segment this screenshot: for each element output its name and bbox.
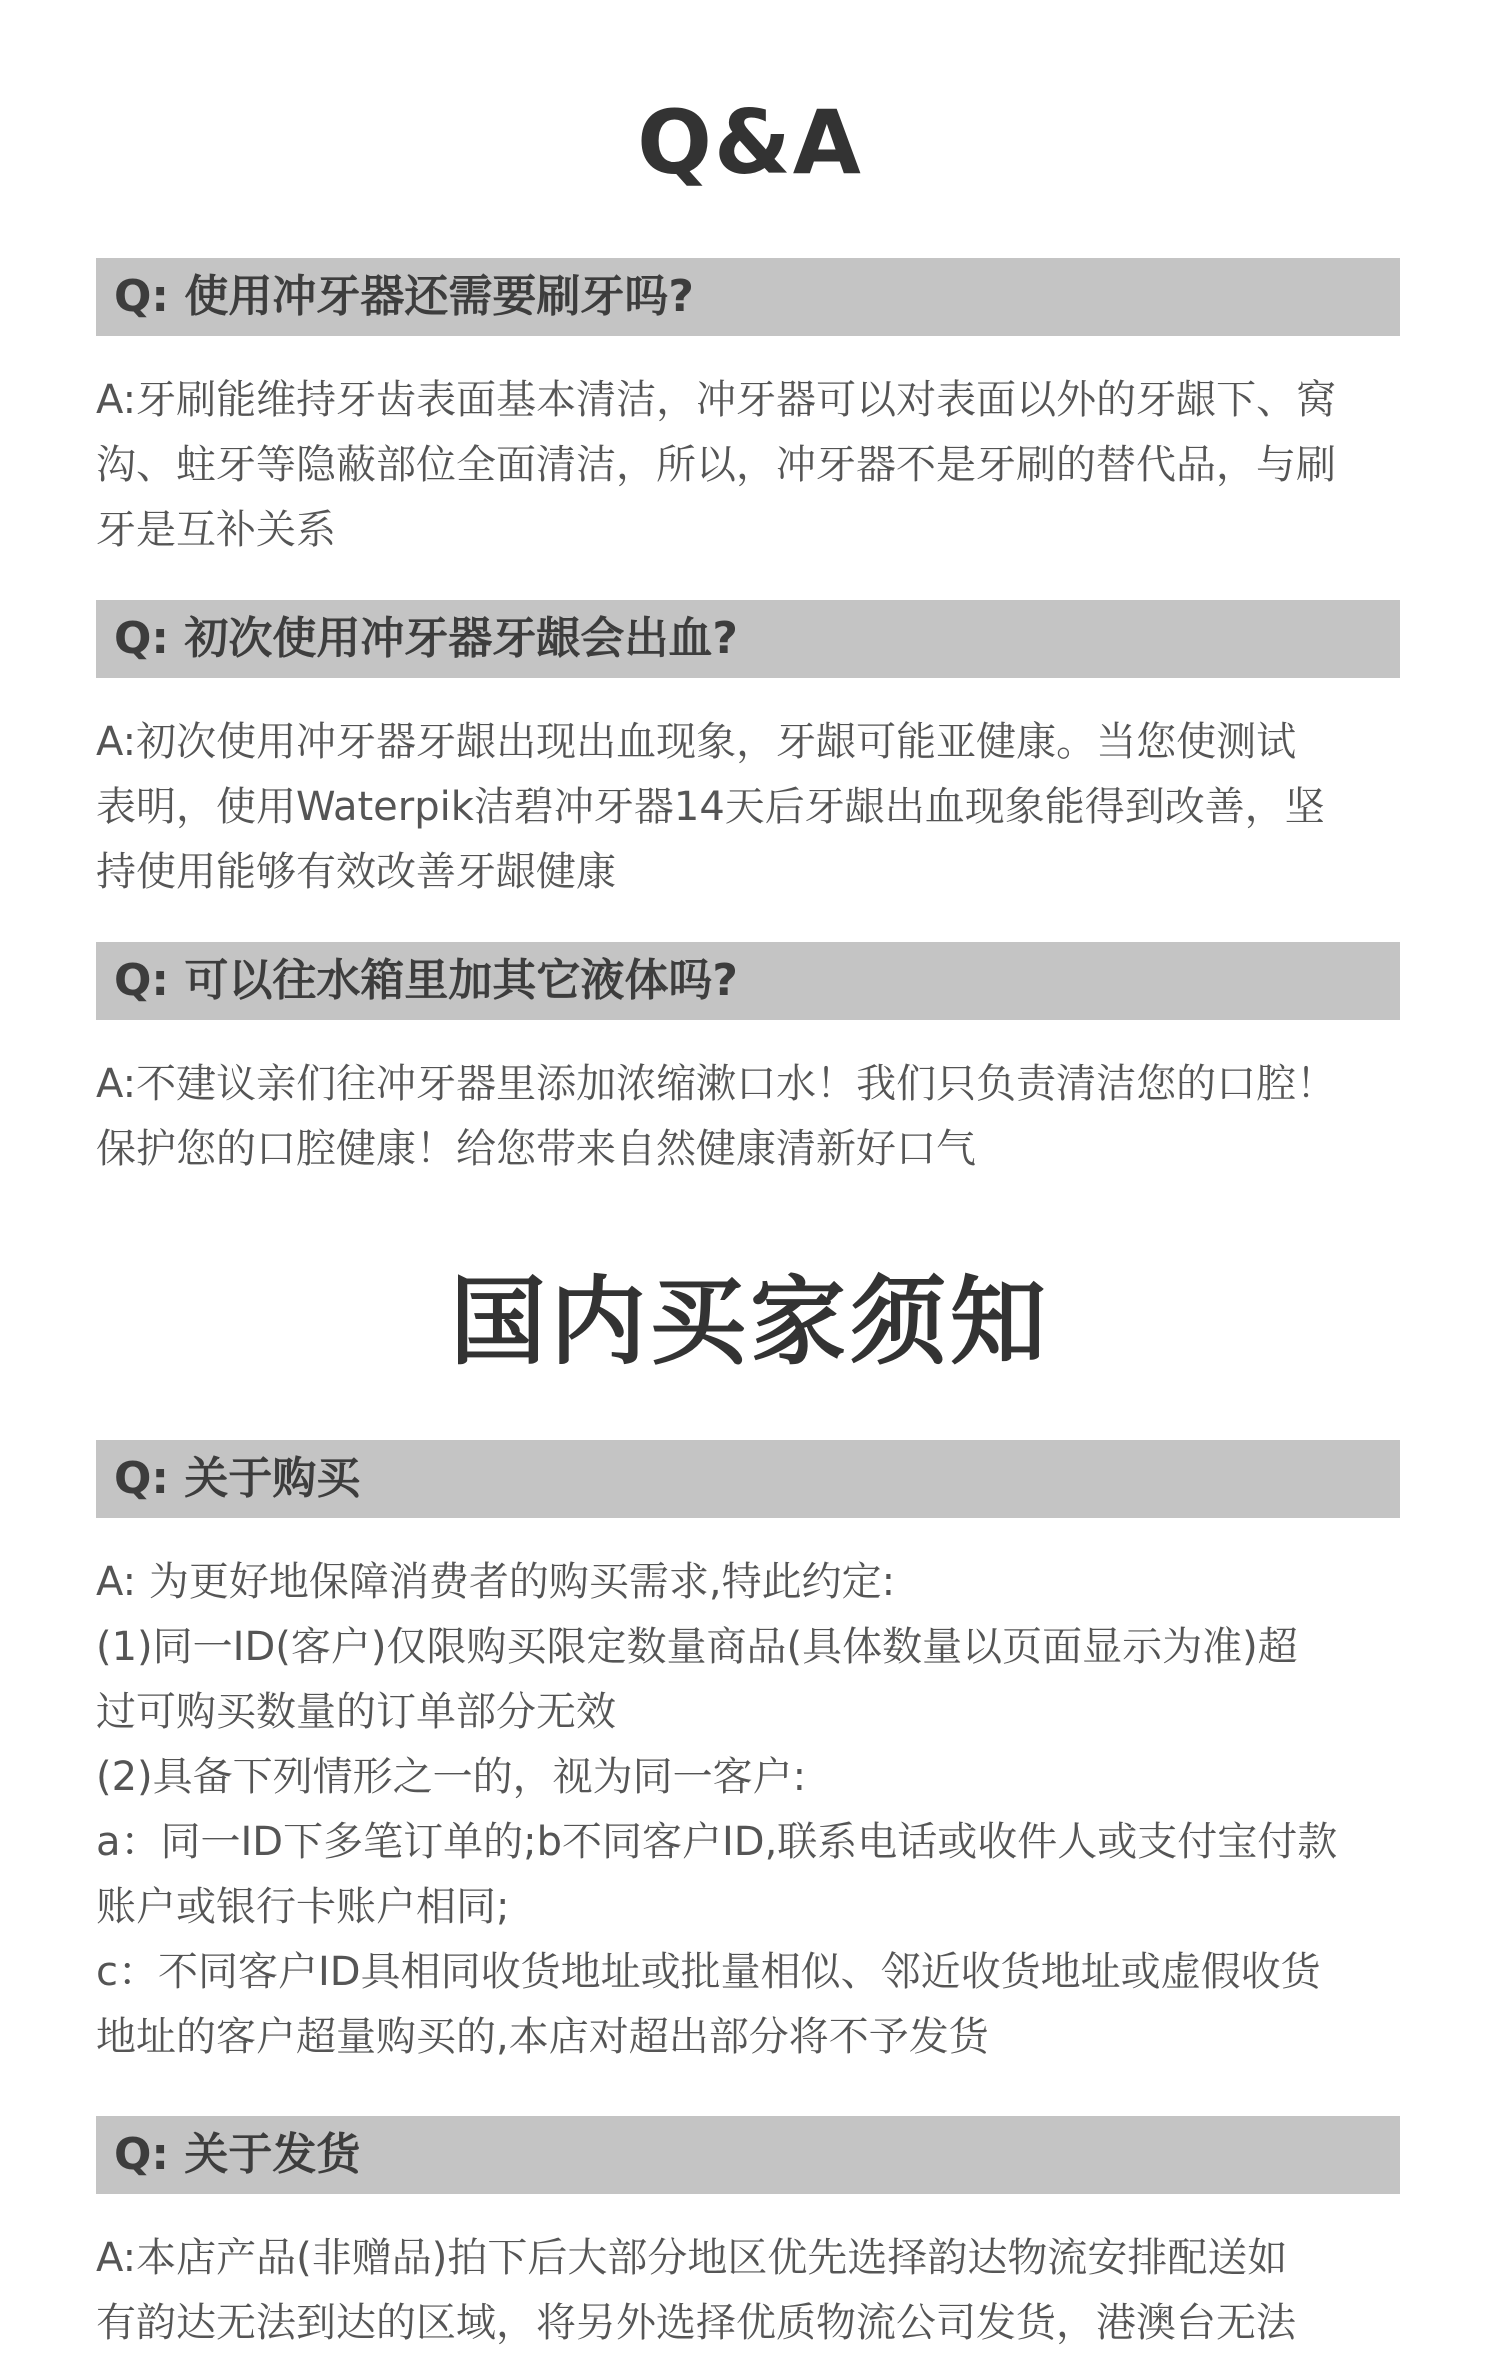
qa-answer-2 [96, 710, 1400, 905]
qa-answer-1 [96, 368, 1400, 563]
answer-line: (1)同一ID(客户)仅限购买限定数量商品(具体数量以页面显示为准)超 [96, 1624, 1298, 1670]
domestic-question-2: Q: 关于发货 [96, 2116, 1400, 2194]
domestic-section-title: 国内买家须知 [450, 1266, 1050, 1378]
qa-section-title: Q&A [637, 91, 863, 194]
answer-line: A:不建议亲们往冲牙器里添加浓缩漱口水！我们只负责清洁您的口腔！ [96, 1061, 1337, 1107]
answer-line: 保护您的口腔健康！给您带来自然健康清新好口气 [96, 1126, 976, 1172]
answer-line: 牙是互补关系 [96, 507, 336, 553]
qa-answer-3 [96, 1052, 1400, 1182]
answer-line: 表明，使用Waterpik洁碧冲牙器14天后牙龈出血现象能得到改善，坚 [96, 784, 1325, 830]
answer-line: a：同一ID下多笔订单的;b不同客户ID,联系电话或收件人或支付宝付款 [96, 1819, 1338, 1865]
answer-line: 有韵达无法到达的区域，将另外选择优质物流公司发货，港澳台无法 [96, 2300, 1296, 2346]
answer-line: 账户或银行卡账户相同; [96, 1884, 510, 1930]
qa-question-1: Q: 使用冲牙器还需要刷牙吗? [96, 258, 1400, 336]
answer-line: 地址的客户超量购买的,本店对超出部分将不予发货 [96, 2014, 989, 2060]
qa-question-3: Q: 可以往水箱里加其它液体吗? [96, 942, 1400, 1020]
answer-line: 持使用能够有效改善牙龈健康 [96, 849, 616, 895]
qa-question-2: Q: 初次使用冲牙器牙龈会出血? [96, 600, 1400, 678]
answer-line: A:初次使用冲牙器牙龈出现出血现象，牙龈可能亚健康。当您使测试 [96, 719, 1297, 765]
answer-line: 过可购买数量的订单部分无效 [96, 1689, 616, 1735]
answer-line: A:本店产品(非赠品)拍下后大部分地区优先选择韵达物流安排配送如 [96, 2235, 1288, 2281]
answer-line: A:牙刷能维持牙齿表面基本清洁，冲牙器可以对表面以外的牙龈下、窝 [96, 377, 1337, 423]
domestic-answer-2 [96, 2226, 1400, 2356]
answer-line: A: 为更好地保障消费者的购买需求,特此约定: [96, 1559, 896, 1605]
answer-line: c：不同客户ID具相同收货地址或批量相似、邻近收货地址或虚假收货 [96, 1949, 1321, 1995]
answer-line: (2)具备下列情形之一的，视为同一客户: [96, 1754, 807, 1800]
domestic-question-1: Q: 关于购买 [96, 1440, 1400, 1518]
answer-line: 沟、蛀牙等隐蔽部位全面清洁，所以，冲牙器不是牙刷的替代品，与刷 [96, 442, 1336, 488]
domestic-answer-1 [96, 1550, 1400, 2070]
